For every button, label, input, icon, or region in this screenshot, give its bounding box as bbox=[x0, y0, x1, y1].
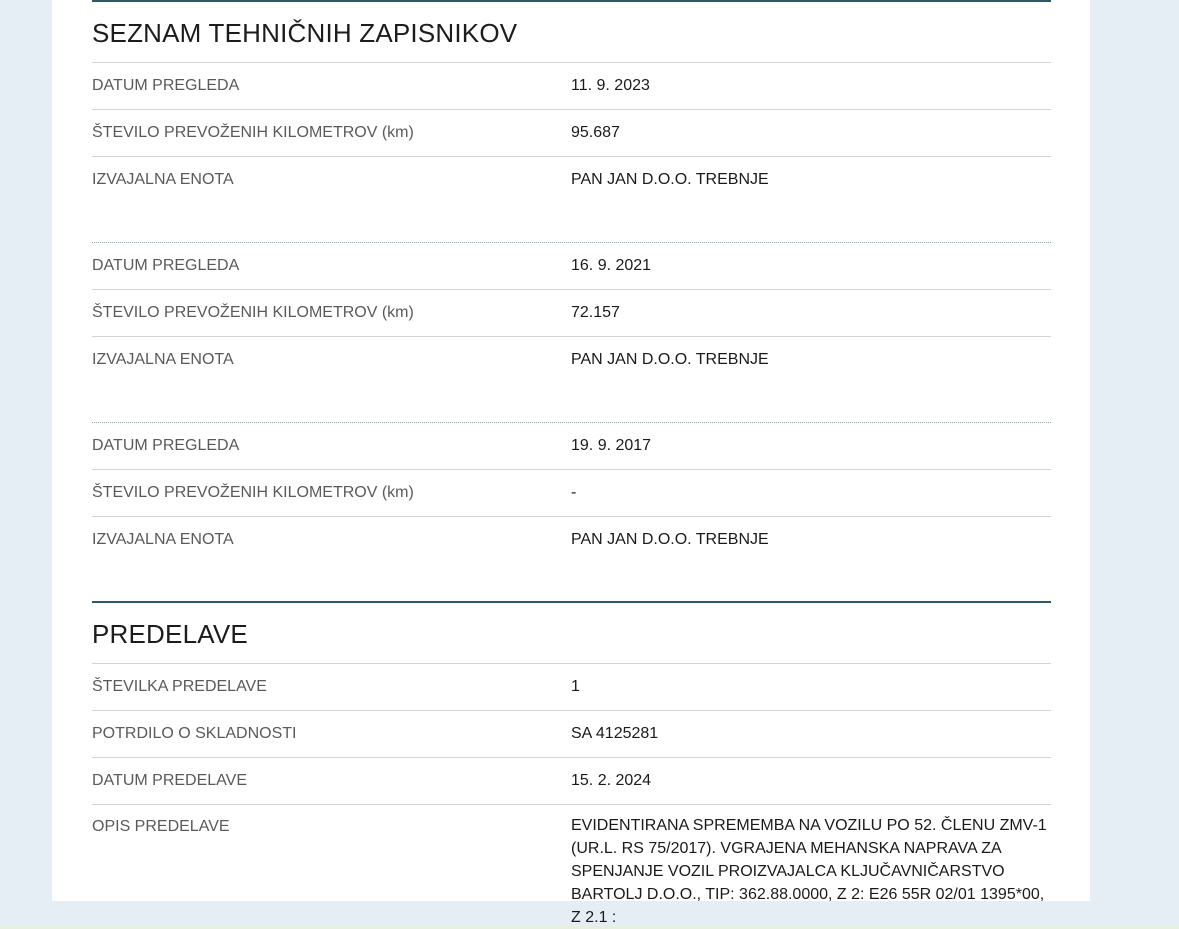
table-row bbox=[92, 290, 1051, 337]
mileage-label: ŠTEVILO PREVOŽENIH KILOMETROV (km) bbox=[92, 304, 414, 321]
modifications-section bbox=[92, 601, 1051, 929]
table-row bbox=[92, 110, 1051, 157]
mileage-value: 72.157 bbox=[571, 304, 620, 321]
modification-description-value: EVIDENTIRANA SPREMEMBA NA VOZILU PO 52. ČLENU ZMV-1 (UR.L. RS 75/2017). VGRAJENA MEHANSKA NAPRAVA ZA SPENJANJE VOZIL PROIZVAJALCA KLJUČAVNIČARSTVO BARTOLJ D.O.O., TIP: 362.88.0000, Z 2: E26 55R 02/01 1395*00, Z 2.1 : bbox=[571, 817, 1047, 926]
modification-number-value: 1 bbox=[571, 678, 580, 695]
inspection-date-value: 19. 9. 2017 bbox=[571, 437, 652, 454]
content-panel bbox=[52, 0, 1090, 926]
inspection-date-value: 16. 9. 2021 bbox=[571, 257, 652, 274]
section-title-modifications: PREDELAVE bbox=[92, 603, 1051, 664]
table-row bbox=[92, 470, 1051, 517]
executing-unit-label: IZVAJALNA ENOTA bbox=[92, 351, 234, 368]
executing-unit-label: IZVAJALNA ENOTA bbox=[92, 171, 234, 188]
inspection-date-label: DATUM PREGLEDA bbox=[92, 437, 240, 454]
section-spacer bbox=[92, 563, 1051, 601]
mileage-value: - bbox=[571, 484, 577, 501]
table-row bbox=[92, 517, 1051, 563]
technical-records-section bbox=[92, 0, 1051, 601]
conformity-certificate-value: SA 4125281 bbox=[571, 725, 659, 742]
table-row bbox=[92, 758, 1051, 805]
executing-unit-value: PAN JAN D.O.O. TREBNJE bbox=[571, 171, 769, 188]
table-row bbox=[92, 337, 1051, 383]
modification-date-value: 15. 2. 2024 bbox=[571, 772, 652, 789]
inspection-date-label: DATUM PREGLEDA bbox=[92, 257, 240, 274]
mileage-label: ŠTEVILO PREVOŽENIH KILOMETROV (km) bbox=[92, 484, 414, 501]
section-title-technical-records: SEZNAM TEHNIČNIH ZAPISNIKOV bbox=[92, 2, 1051, 63]
modification-number-label: ŠTEVILKA PREDELAVE bbox=[92, 678, 267, 695]
record-entry bbox=[92, 423, 1051, 601]
record-entry bbox=[92, 243, 1051, 423]
record-separator bbox=[92, 383, 1051, 423]
inspection-date-value: 11. 9. 2023 bbox=[571, 77, 650, 94]
record-separator bbox=[92, 203, 1051, 243]
table-row bbox=[92, 423, 1051, 470]
table-row bbox=[92, 711, 1051, 758]
conformity-certificate-label: POTRDILO O SKLADNOSTI bbox=[92, 725, 297, 742]
executing-unit-label: IZVAJALNA ENOTA bbox=[92, 531, 234, 548]
inspection-date-label: DATUM PREGLEDA bbox=[92, 77, 240, 94]
modification-description-label: OPIS PREDELAVE bbox=[92, 818, 230, 835]
table-row bbox=[92, 243, 1051, 290]
executing-unit-value: PAN JAN D.O.O. TREBNJE bbox=[571, 351, 769, 368]
mileage-label: ŠTEVILO PREVOŽENIH KILOMETROV (km) bbox=[92, 124, 414, 141]
table-row bbox=[92, 157, 1051, 203]
mileage-value: 95.687 bbox=[571, 124, 620, 141]
executing-unit-value: PAN JAN D.O.O. TREBNJE bbox=[571, 531, 769, 548]
content-inner bbox=[92, 0, 1051, 929]
table-row bbox=[92, 805, 1051, 929]
table-row bbox=[92, 664, 1051, 711]
record-entry bbox=[92, 63, 1051, 243]
table-row bbox=[92, 63, 1051, 110]
modification-date-label: DATUM PREDELAVE bbox=[92, 772, 247, 789]
